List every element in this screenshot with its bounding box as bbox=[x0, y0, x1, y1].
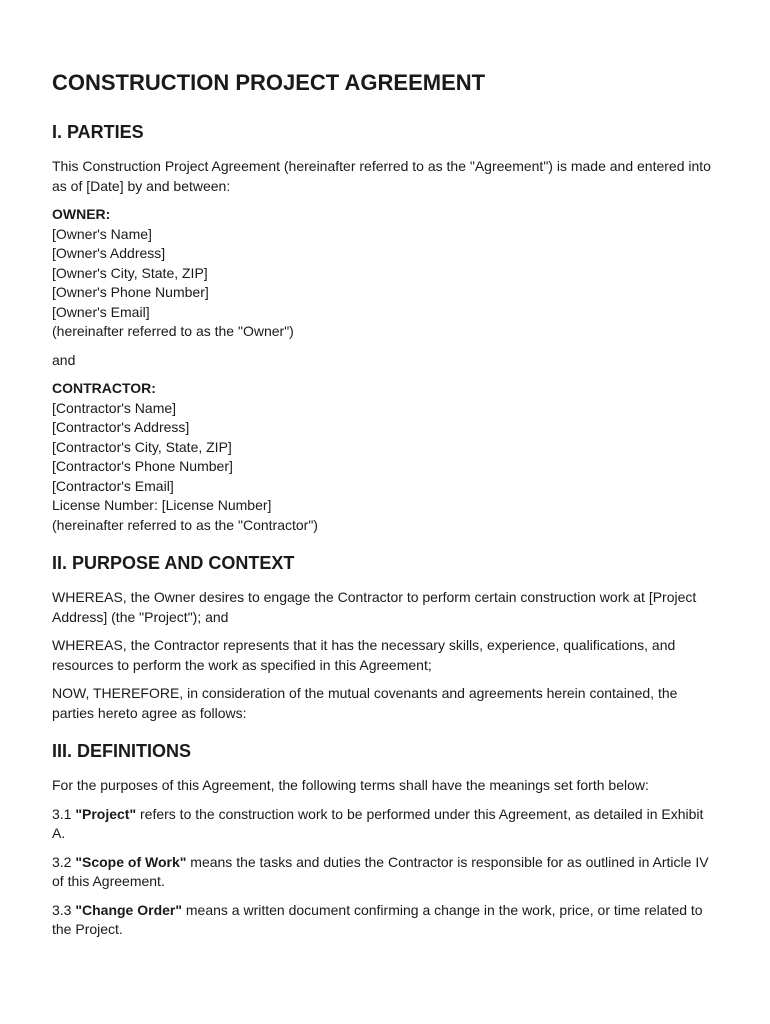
owner-phone: [Owner's Phone Number] bbox=[52, 284, 209, 300]
section-heading-parties: I. PARTIES bbox=[52, 122, 144, 142]
contractor-phone: [Contractor's Phone Number] bbox=[52, 458, 233, 474]
section-heading-definitions: III. DEFINITIONS bbox=[52, 741, 192, 761]
definition-item bbox=[52, 853, 718, 892]
owner-reference: (hereinafter referred to as the "Owner") bbox=[52, 323, 294, 339]
purpose-paragraph-1: WHEREAS, the Owner desires to engage the Contractor to perform certain construction work at [Project Address] (the "Project"); and bbox=[52, 589, 697, 625]
contractor-name: [Contractor's Name] bbox=[52, 399, 177, 416]
definition-term: "Scope of Work" bbox=[75, 853, 187, 870]
section-heading-purpose: II. PURPOSE AND CONTEXT bbox=[52, 553, 295, 573]
definition-text: means a written document confirming a change in the work, price, or time related to the Project. bbox=[52, 901, 703, 937]
definition-term: "Change Order" bbox=[75, 901, 182, 918]
contractor-address: [Contractor's Address] bbox=[52, 419, 190, 435]
definition-number: 3.1 bbox=[52, 805, 76, 822]
definitions-intro: For the purposes of this Agreement, the following terms shall have the meanings set forth below: bbox=[52, 777, 649, 793]
definition-item bbox=[52, 805, 718, 844]
owner-name: [Owner's Name] bbox=[52, 225, 152, 242]
owner-address: [Owner's Address] bbox=[52, 245, 166, 261]
purpose-section bbox=[52, 553, 718, 723]
contractor-block bbox=[52, 379, 718, 535]
owner-label: OWNER: bbox=[52, 206, 111, 222]
owner-city: [Owner's City, State, ZIP] bbox=[52, 264, 208, 281]
definitions-section bbox=[52, 741, 718, 940]
and-text: and bbox=[52, 351, 76, 368]
owner-email: [Owner's Email] bbox=[52, 303, 150, 320]
purpose-paragraph-3: NOW, THEREFORE, in consideration of the mutual covenants and agreements herein contained, the parties hereto agree as follows: bbox=[52, 685, 678, 721]
contractor-label: CONTRACTOR: bbox=[52, 380, 156, 396]
contractor-reference: (hereinafter referred to as the "Contractor") bbox=[52, 516, 318, 533]
definition-item bbox=[52, 901, 718, 940]
purpose-paragraph-2: WHEREAS, the Contractor represents that it has the necessary skills, experience, qualifications, and resources to perform the work as specified in this Agreement; bbox=[52, 637, 676, 673]
contractor-city: [Contractor's City, State, ZIP] bbox=[52, 438, 232, 455]
definition-number: 3.3 bbox=[52, 901, 76, 918]
parties-intro: This Construction Project Agreement (hereinafter referred to as the "Agreement") is made and entered into as of [Date] by and between: bbox=[52, 158, 711, 194]
definition-term: "Project" bbox=[75, 805, 137, 822]
document-title: CONSTRUCTION PROJECT AGREEMENT bbox=[52, 70, 486, 95]
definition-text: means the tasks and duties the Contractor is responsible for as outlined in Article IV of this Agreement. bbox=[52, 853, 709, 889]
definition-number: 3.2 bbox=[52, 853, 76, 870]
owner-block bbox=[52, 205, 718, 342]
contractor-license: License Number: [License Number] bbox=[52, 497, 272, 513]
definition-text: refers to the construction work to be performed under this Agreement, as detailed in Exhibit A. bbox=[52, 805, 704, 841]
contractor-email: [Contractor's Email] bbox=[52, 477, 174, 494]
